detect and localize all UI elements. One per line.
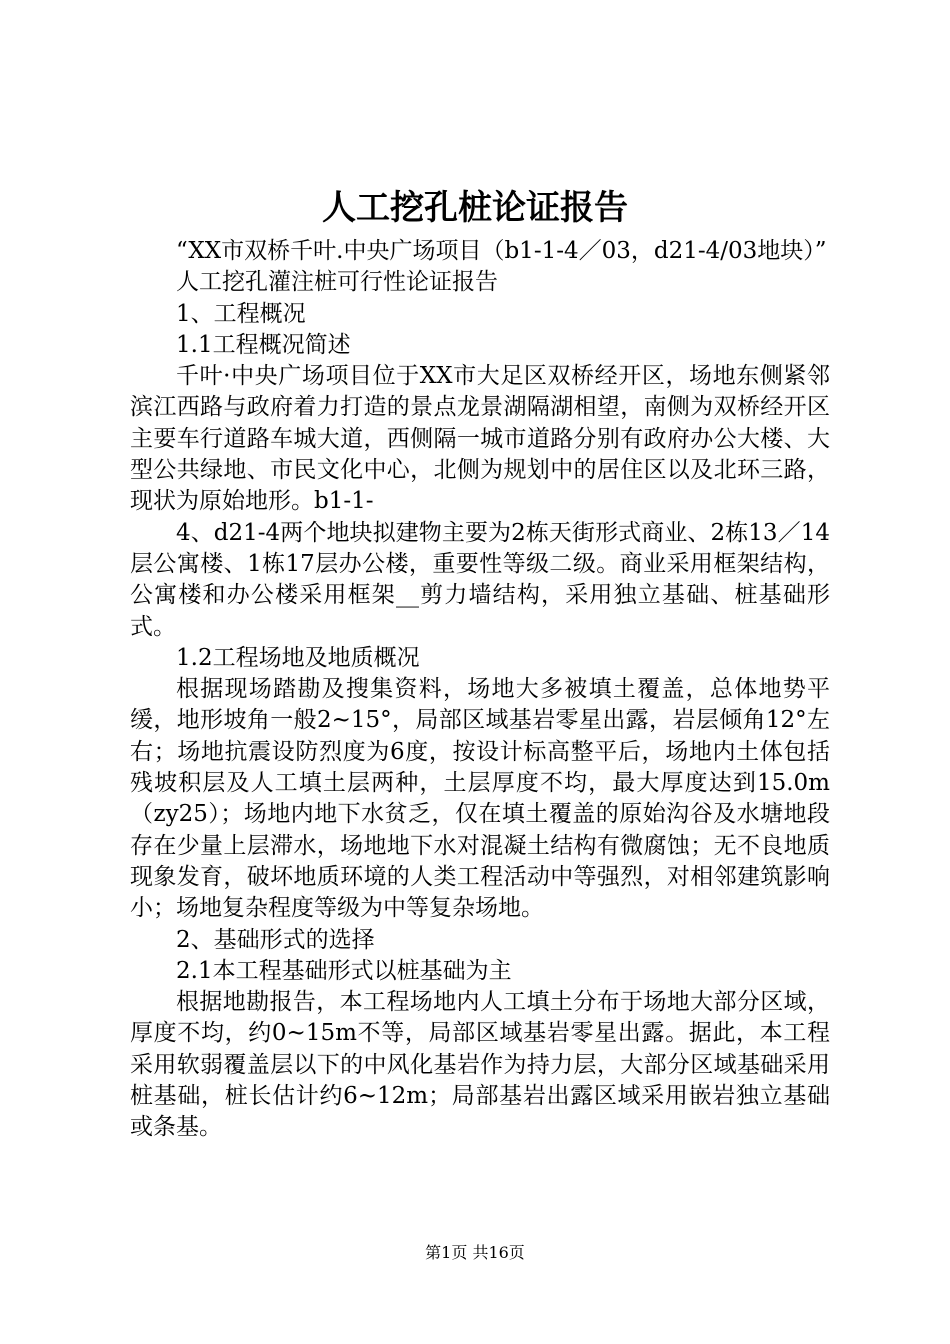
heading-section-1-2: 1.2工程场地及地质概况	[176, 644, 420, 671]
paragraph-foundation: 根据地勘报告，本工程场地内人工填土分布于场地大部分区域，厚度不均，约0~15m不等，局部区域基岩零星出露。据此，本工程采用软弱覆盖层以下的中风化基岩作为持力层，大部分区域基础采用桩基础，桩长估计约6~12m；局部基岩出露区域采用嵌岩独立基础或条基。	[130, 989, 830, 1141]
paragraph-project-location: 千叶·中央广场项目位于XX市大足区双桥经开区，场地东侧紧邻滨江西路与政府着力打造的景点龙景湖隔湖相望，南侧为双桥经开区主要车行道路车城大道，西侧隔一城市道路分别有政府办公大楼、大型公共绿地、市民文化中心，北侧为规划中的居住区以及北环三路，现状为原始地形。b1-1-	[130, 363, 830, 515]
heading-section-1: 1、工程概况	[176, 300, 306, 327]
paragraph-report-subtitle: 人工挖孔灌注桩可行性论证报告	[176, 269, 498, 296]
heading-section-2-1: 2.1本工程基础形式以桩基础为主	[176, 957, 512, 984]
document-title: 人工挖孔桩论证报告	[322, 188, 628, 228]
page-footer: 第1页 共16页	[425, 1243, 525, 1262]
heading-section-2: 2、基础形式的选择	[176, 926, 375, 953]
heading-section-1-1: 1.1工程概况简述	[176, 331, 351, 358]
paragraph-project-name: “XX市双桥千叶.中央广场项目（b1-1-4／03，d21-4/03地块）”	[176, 238, 827, 264]
document-body	[130, 236, 830, 1144]
paragraph-buildings: 4、d21-4两个地块拟建物主要为2栋天街形式商业、2栋13／14层公寓楼、1栋17层办公楼，重要性等级二级。商业采用框架结构，公寓楼和办公楼采用框架__剪力墙结构，采用独立基础、桩基础形式。	[130, 519, 830, 640]
paragraph-geology: 根据现场踏勘及搜集资料，场地大多被填土覆盖，总体地势平缓，地形坡角一般2~15°，局部区域基岩零星出露，岩层倾角12°左右；场地抗震设防烈度为6度，按设计标高整平后，场地内土体包括残坡积层及人工填土层两种，土层厚度不均，最大厚度达到15.0m（zy25）；场地内地下水贫乏，仅在填土覆盖的原始沟谷及水塘地段存在少量上层滞水，场地地下水对混凝土结构有微腐蚀；无不良地质现象发育，破坏地质环境的人类工程活动中等强烈，对相邻建筑影响小；场地复杂程度等级为中等复杂场地。	[130, 676, 830, 922]
